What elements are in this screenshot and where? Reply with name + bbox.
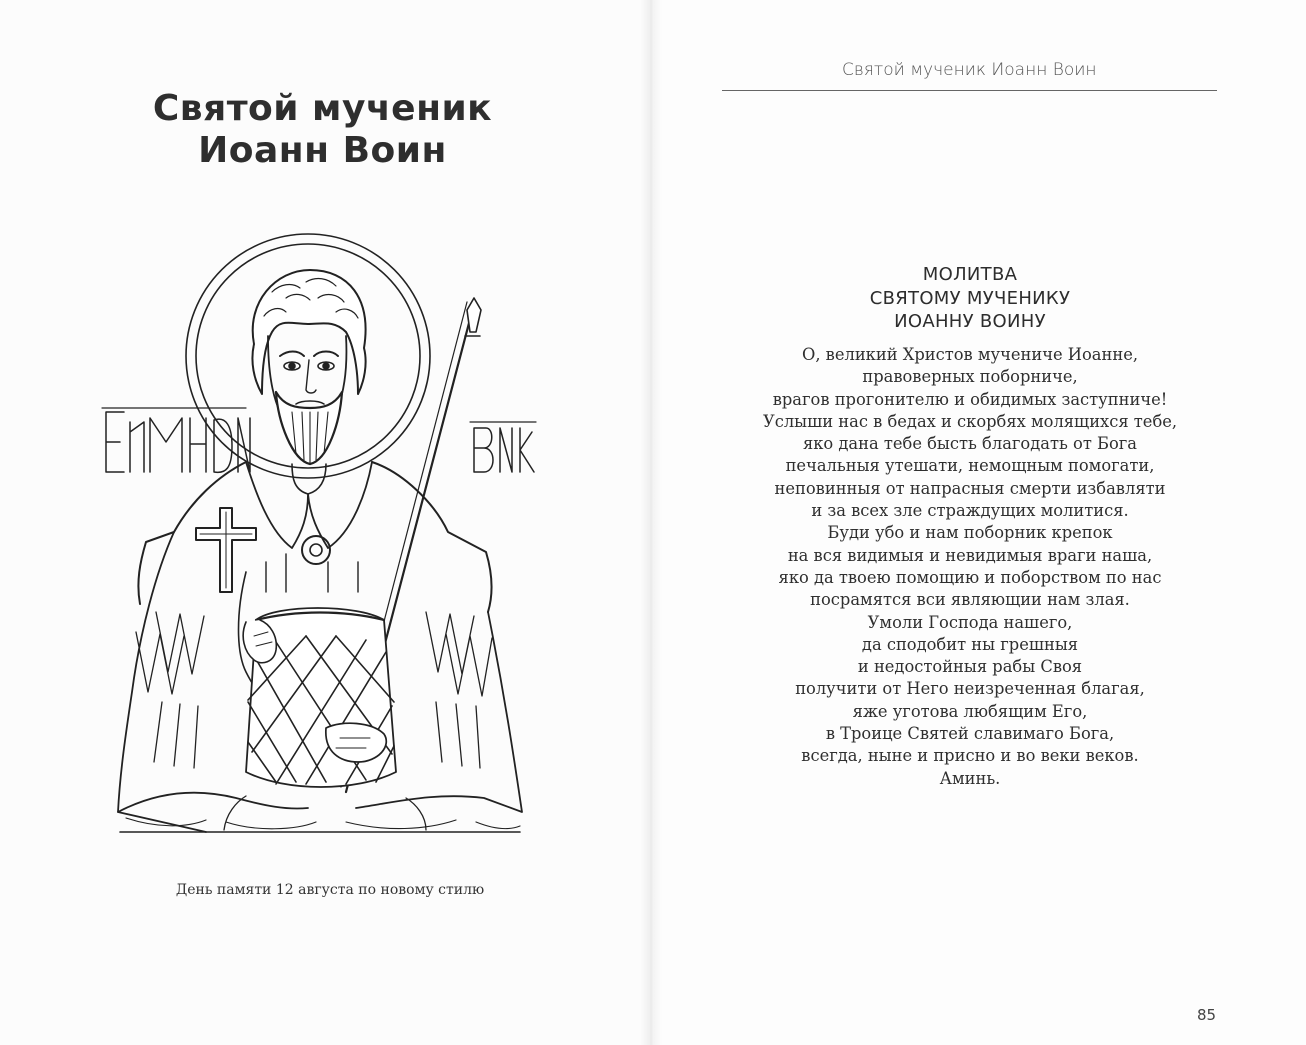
prayer-title (806, 263, 1134, 334)
running-head: Святой мученик Иоанн Воин (842, 60, 1097, 80)
icon-illustration (96, 232, 544, 854)
prayer-line: посрамятся вси являющии нам злая. (810, 590, 1130, 610)
prayer-line: получити от Него неизреченная благая, (795, 679, 1145, 699)
saint-title-line-1: Святой мученик (152, 88, 493, 129)
prayer-line: О, великий Христов мучениче Иоанне, (801, 345, 1139, 364)
prayer-line: яже уготова любящим Его, (852, 701, 1088, 721)
prayer-line: яко да твоею помощию и поборством по нас (778, 567, 1162, 587)
header-rule (722, 90, 1217, 91)
prayer-line: печальныя утешати, немощным помогати, (785, 456, 1155, 476)
feast-day-caption: День памяти 12 августа по новому стилю (175, 882, 485, 898)
prayer-line: всегда, ныне и присно и во веки веков. (801, 746, 1139, 766)
prayer-line: врагов прогонителю и обидимых заступниче! (772, 389, 1168, 409)
icon-inscription-left (102, 408, 250, 472)
page-number: 85 (1197, 1006, 1217, 1024)
beard (276, 392, 342, 464)
prayer-line: Буди убо и нам поборник крепок (827, 523, 1113, 543)
prayer-line: и недостойныя рабы Своя (857, 657, 1083, 677)
book-gutter (640, 0, 662, 1045)
prayer-line: и за всех зле страждущих молитися. (811, 501, 1129, 521)
prayer-text (715, 344, 1225, 790)
prayer-line: Умоли Господа нашего, (867, 612, 1073, 632)
prayer-line: правоверных поборниче, (862, 367, 1078, 387)
prayer-line: в Троице Святей славимаго Бога, (825, 724, 1115, 744)
brooch (302, 536, 330, 564)
cross-icon (196, 508, 256, 592)
prayer-title-line-1: МОЛИТВА (922, 264, 1018, 285)
prayer-line: да сподобит ны грешныя (861, 634, 1079, 654)
saint-title-line-2: Иоанн Воин (198, 130, 447, 171)
saint-title (150, 88, 495, 172)
prayer-title-line-3: ИОАННУ ВОИНУ (894, 311, 1046, 332)
prayer-line: на вся видимыя и невидимыя враги наша, (787, 545, 1153, 565)
icon-inscription-right (470, 422, 536, 472)
prayer-line: яко дана тебе бысть благодать от Бога (802, 434, 1138, 454)
prayer-line: неповинныя от напрасныя смерти избавляти (774, 478, 1166, 498)
prayer-title-line-2: СВЯТОМУ МУЧЕНИКУ (869, 287, 1071, 309)
prayer-line: Услыши нас в бедах и скорбях молящихся тебе, (762, 411, 1178, 431)
prayer-line: Аминь. (939, 768, 1001, 788)
